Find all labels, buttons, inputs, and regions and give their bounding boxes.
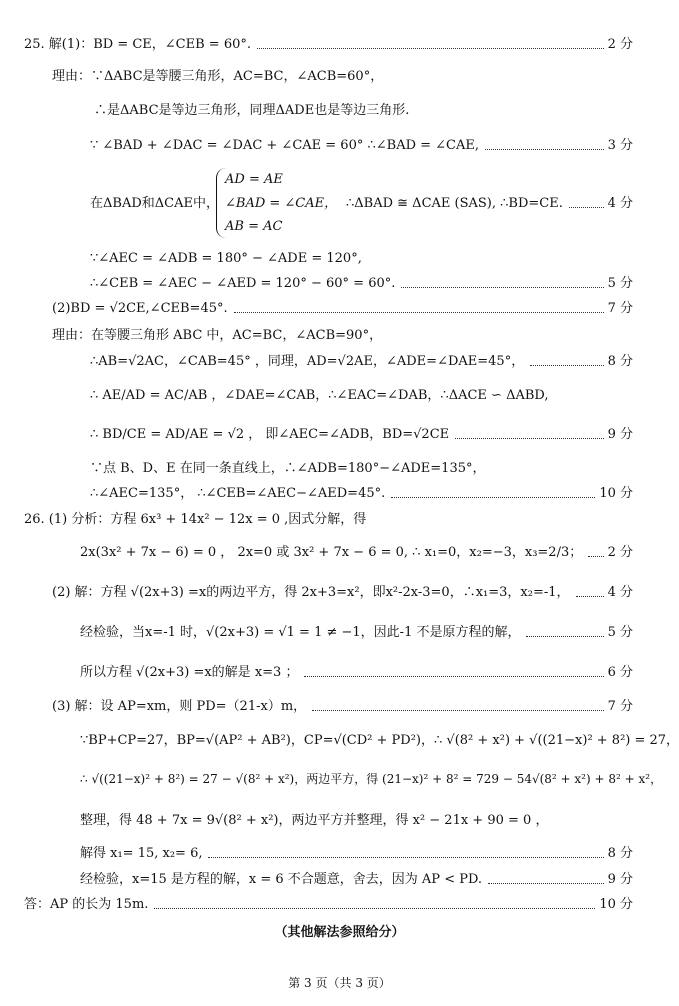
q26-p3-l3: 整理，得 48 + 7x = 9√(8² + x²)，两边平方并整理，得 x² − 21x + 90 = 0 ，	[80, 813, 549, 828]
score: 2 分	[607, 545, 633, 560]
score: 4 分	[607, 196, 633, 211]
q26-p3-l4-line	[80, 845, 633, 863]
score: 7 分	[607, 699, 633, 714]
leader-dots	[208, 856, 603, 858]
leader-dots	[257, 47, 604, 49]
q26-p2-head-line	[52, 584, 633, 602]
leader-dots	[576, 595, 604, 597]
leader-dots	[588, 555, 603, 557]
score: 5 分	[607, 276, 633, 291]
score: 2 分	[607, 37, 633, 52]
score: 9 分	[607, 427, 633, 442]
q25-tri-suffix-line	[346, 195, 633, 213]
leader-dots	[455, 437, 603, 439]
q25-tri-suffix: ∴ΔBAD ≅ ΔCAE (SAS), ∴BD=CE.	[346, 196, 563, 211]
q25-p2-r6-line	[90, 485, 633, 503]
q26-p3-l2: ∴ √((21−x)² + 8²) = 27 − √(8² + x²)，两边平方，得 (21−x)² + 8² = 729 − 54√(8² + x²) + 8² + x²，	[80, 772, 663, 786]
score: 5 分	[607, 625, 633, 640]
q25-tri-prefix: 在ΔBAD和ΔCAE中，	[90, 196, 219, 211]
q25-p2-r4-line	[90, 426, 633, 444]
q25-p2-head-line	[52, 300, 633, 318]
leader-dots	[401, 286, 603, 288]
leader-dots	[530, 364, 603, 366]
score: 3 分	[607, 138, 633, 153]
q26-p2-concl: 所以方程 √(2x+3) =x的解是 x=3 ；	[80, 665, 299, 680]
leader-dots	[488, 882, 604, 884]
q26-p3-l5: 经检验，x=15 是方程的解，x = 6 不合题意，舍去，因为 AP < PD.	[80, 872, 483, 887]
score: 6 分	[607, 665, 633, 680]
other-methods-note: （其他解法参照给分）	[274, 925, 405, 940]
q26-p3-l1: ∵BP+CP=27，BP=√(AP² + AB²)，CP=√(CD² + PD²)，∴ √(8² + x²) + √((21−x)² + 8²) = 27，	[80, 733, 679, 748]
q26-p1-sol: 2x(3x² + 7x − 6) = 0 ， 2x=0 或 3x² + 7x − 6 = 0, ∴ x₁=0，x₂=−3，x₃=2/3；	[80, 545, 583, 560]
q26-answer: 答：AP 的长为 15m.	[24, 897, 149, 912]
q26-p3-l5-line	[80, 871, 633, 889]
q25-angle1: ∵∠AEC = ∠ADB = 180° − ∠ADE = 120°,	[90, 251, 362, 266]
q25-p2-r5: ∵点 B、D、E 在同一条直线上，∴∠ADB=180°−∠ADE=135°，	[90, 461, 486, 476]
score: 4 分	[607, 585, 633, 600]
score: 8 分	[607, 846, 633, 861]
q26-answer-line	[24, 896, 633, 914]
q26-p1-sol-line	[80, 544, 633, 562]
leader-dots	[485, 148, 604, 150]
score: 10 分	[599, 897, 633, 912]
q25-reason3-line	[90, 137, 633, 155]
q26-p2-concl-line	[80, 664, 633, 682]
q25-p2-r2: ∴AB=√2AC，∠CAB=45° ，同理，AD=√2AE，∠ADE=∠DAE=45°，	[90, 354, 525, 369]
score: 8 分	[607, 354, 633, 369]
leader-dots	[569, 206, 604, 208]
leader-dots	[391, 496, 595, 498]
q25-p2-r2-line	[90, 353, 633, 371]
score: 10 分	[599, 486, 633, 501]
q25-reason1: 理由：∵ΔABC是等腰三角形，AC=BC，∠ACB=60°，	[52, 69, 384, 84]
q25-head: 25. 解(1)：BD = CE，∠CEB = 60°.	[24, 37, 252, 52]
q25-p2-r4: ∴ BD/CE = AD/AE = √2 ， 即∠AEC=∠ADB，BD=√2CE	[90, 427, 450, 442]
q25-p2-r6: ∴∠AEC=135°， ∴∠CEB=∠AEC−∠AED=45°.	[90, 486, 386, 501]
q25-reason2: ∴是ΔABC是等边三角形，同理ΔADE也是等边三角形.	[94, 103, 410, 118]
score: 9 分	[607, 872, 633, 887]
leader-dots	[304, 675, 603, 677]
leader-dots	[234, 311, 604, 313]
q25-head-line	[24, 36, 633, 54]
case-2: ∠BAD = ∠CAE，	[225, 196, 338, 211]
q26-p1-head: 26. (1) 分析：方程 6x³ + 14x² − 12x = 0 ,因式分解，得	[24, 512, 367, 527]
q26-p3-head: (3) 解：设 AP=xm，则 PD=（21-x）m，	[52, 699, 307, 714]
q25-angle2: ∴∠CEB = ∠AEC − ∠AED = 120° − 60° = 60°.	[90, 276, 396, 291]
q25-p2-r1: 理由：在等腰三角形 ABC 中，AC=BC，∠ACB=90°，	[52, 328, 383, 343]
case-1: AD = AE	[225, 172, 283, 187]
leader-dots	[312, 709, 603, 711]
q25-p2-r3: ∴ AE/AD = AC/AB ，∠DAE=∠CAB，∴∠EAC=∠DAB，∴ΔACE ∽ ΔABD,	[90, 388, 549, 403]
page-number: 第 3 页（共 3 页）	[288, 976, 391, 990]
q25-angle2-line	[90, 275, 633, 293]
q26-p3-l4: 解得 x₁= 15, x₂= 6,	[80, 846, 203, 861]
q25-p2-head: (2)BD = √2CE,∠CEB=45°.	[52, 301, 228, 316]
score: 7 分	[607, 301, 633, 316]
q26-p3-head-line	[52, 698, 633, 716]
q25-reason3: ∵ ∠BAD + ∠DAC = ∠DAC + ∠CAE = 60° ∴∠BAD = ∠CAE,	[90, 138, 480, 153]
q26-p2-check-line	[80, 624, 633, 642]
q26-p2-check: 经检验，当x=-1 时，√(2x+3) = √1 = 1 ≠ −1，因此-1 不是原方程的解，	[80, 625, 521, 640]
q26-p2-head: (2) 解：方程 √(2x+3) =x的两边平方，得 2x+3=x²，即x²-2x-3=0，∴x₁=3，x₂=-1，	[52, 585, 570, 600]
leader-dots	[154, 907, 595, 909]
leader-dots	[526, 635, 603, 637]
case-3: AB = AC	[225, 219, 283, 234]
